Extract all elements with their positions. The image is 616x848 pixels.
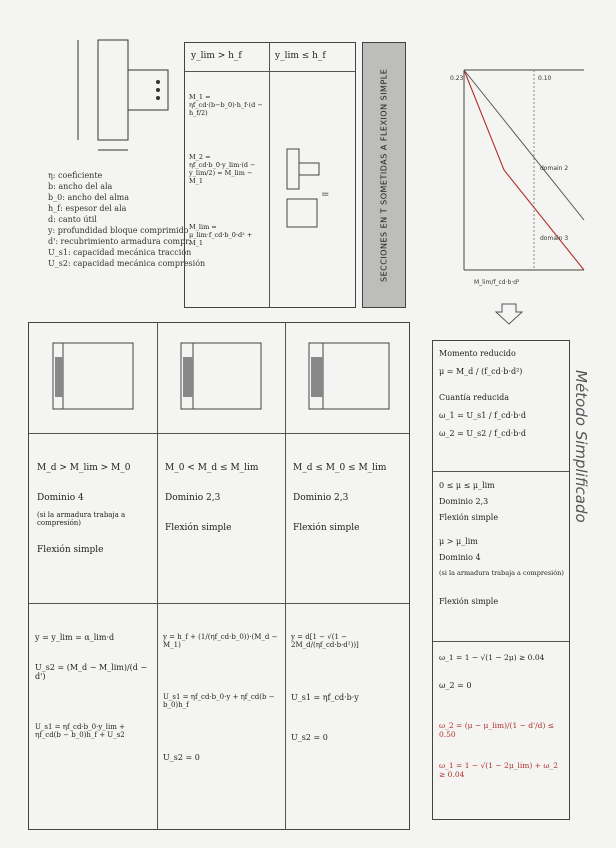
stress-block-figures	[33, 327, 405, 429]
graph-tick: domain 3	[540, 235, 569, 242]
right-column	[432, 40, 600, 830]
case2-cond: μ > μ_lim	[439, 537, 478, 546]
interaction-graph	[444, 60, 594, 290]
simplified-method-box	[432, 340, 570, 820]
down-arrow-icon	[494, 302, 524, 326]
case2-type: Flexión simple	[439, 597, 499, 606]
domain-case3: Dominio 4	[37, 493, 84, 503]
equivalence-sketch	[281, 143, 341, 233]
case1-domain: Dominio 2,3	[439, 497, 489, 506]
top-m1: M_1 = ηf_cd·(b−b_0)·h_f·(d − h_f/2)	[189, 93, 263, 117]
legend-item: b: ancho del ala	[48, 182, 113, 191]
formula-case2-3: U_s2 = 0	[163, 753, 200, 762]
mu-formula: μ = M_d / (f_cd·b·d²)	[439, 367, 523, 376]
legend-item: b_0: ancho del alma	[48, 193, 130, 202]
eq1b: ω_2 = 0	[439, 681, 472, 690]
formula-case1-1: y = d[1 − √(1 − 2M_d/(ηf_cd·b·d²))]	[291, 633, 359, 649]
formula-case2-1: y = h_f + (1/(ηf_cd·b_0))·(M_d − M_1)	[163, 633, 278, 649]
cuantia-title: Cuantía reducida	[439, 393, 510, 402]
eq2: ω_2 = (μ − μ_lim)/(1 − d'/d) ≤ 0.50	[439, 721, 555, 739]
eq1: ω_1 = 1 − √(1 − 2μ) ≥ 0.04	[439, 653, 545, 662]
case2-domain: Dominio 4	[439, 553, 481, 562]
formula-case3-1: y = y_lim = α_lim·d	[35, 633, 115, 642]
top-m2: M_2 = ηf_cd·b_0·y_lim·(d − y_lim/2) = M_lim − M_1	[189, 153, 256, 185]
domain-case2: Dominio 2,3	[165, 493, 221, 503]
momento-title: Momento reducido	[439, 349, 516, 358]
graph-axis-label: M_lim/f_cd·b·d²	[474, 279, 520, 286]
main-table	[28, 322, 410, 830]
cond-case2: M_0 < M_d ≤ M_lim	[165, 463, 259, 473]
cuantia-2: ω_2 = U_s2 / f_cd·b·d	[439, 429, 527, 438]
eq2b: ω_1 = 1 − √(1 − 2μ_lim) + ω_2 ≥ 0.04	[439, 761, 558, 779]
legend-item: d: canto útil	[48, 215, 97, 224]
cond-case3: M_d > M_lim > M_0	[37, 463, 131, 473]
legend-item: U_s2: capacidad mecánica compresión	[48, 259, 206, 268]
handwritten-title: Método Simplificado	[572, 370, 590, 523]
domain-case1: Dominio 2,3	[293, 493, 349, 503]
type-case3: Flexión simple	[37, 545, 104, 555]
graph-tick: domain 2	[540, 165, 569, 172]
section-legend-area	[28, 22, 206, 302]
formula-case3-2: U_s2 = (M_d − M_lim)/(d − d')	[35, 663, 148, 681]
cond-case1: M_d ≤ M_0 ≤ M_lim	[293, 463, 387, 473]
cuantia-1: ω_1 = U_s1 / f_cd·b·d	[439, 411, 527, 420]
top-block	[28, 22, 420, 312]
legend-item: y: profundidad bloque comprimido	[48, 226, 189, 235]
col-header-right: y_lim > h_f	[191, 51, 242, 61]
t-section-diagram	[38, 30, 188, 160]
note-case3: (si la armadura trabaja a compresión)	[37, 511, 126, 527]
case1-cond: 0 ≤ μ ≤ μ_lim	[439, 481, 495, 490]
formula-case2-2: U_s1 = ηf_cd·b_0·y + ηf_cd(b − b_0)h_f	[163, 693, 275, 709]
type-case1: Flexión simple	[293, 523, 360, 533]
case2-note: (si la armadura trabaja a compresión)	[439, 569, 564, 577]
legend-item: d': recubrimiento armadura compr.	[48, 237, 191, 246]
graph-tick: 0.23	[450, 75, 464, 82]
legend-list	[48, 170, 205, 269]
legend-item: η: coeficiente	[48, 171, 103, 180]
col-header-left: y_lim ≤ h_f	[275, 51, 326, 61]
case1-type: Flexión simple	[439, 513, 499, 522]
type-case2: Flexión simple	[165, 523, 232, 533]
top-mlim: M_lim = μ_lim·f_cd·b_0·d² + M_1	[189, 223, 253, 247]
legend-item: h_f: espesor del ala	[48, 204, 127, 213]
formula-case1-3: U_s2 = 0	[291, 733, 328, 742]
svg-text:=: =	[321, 189, 330, 200]
graph-tick: 0.10	[538, 75, 552, 82]
section-title-vertical: SECCIONES EN T SOMETIDAS A FLEXION SIMPLE	[362, 42, 406, 308]
formula-box	[184, 42, 356, 308]
formula-case3-3: U_s1 = ηf_cd·b_0·y_lim + ηf_cd(b − b_0)h_f + U_s2	[35, 723, 125, 739]
legend-item: U_s1: capacidad mecánica tracción	[48, 248, 192, 257]
formula-case1-2: U_s1 = ηf_cd·b·y	[291, 693, 359, 702]
